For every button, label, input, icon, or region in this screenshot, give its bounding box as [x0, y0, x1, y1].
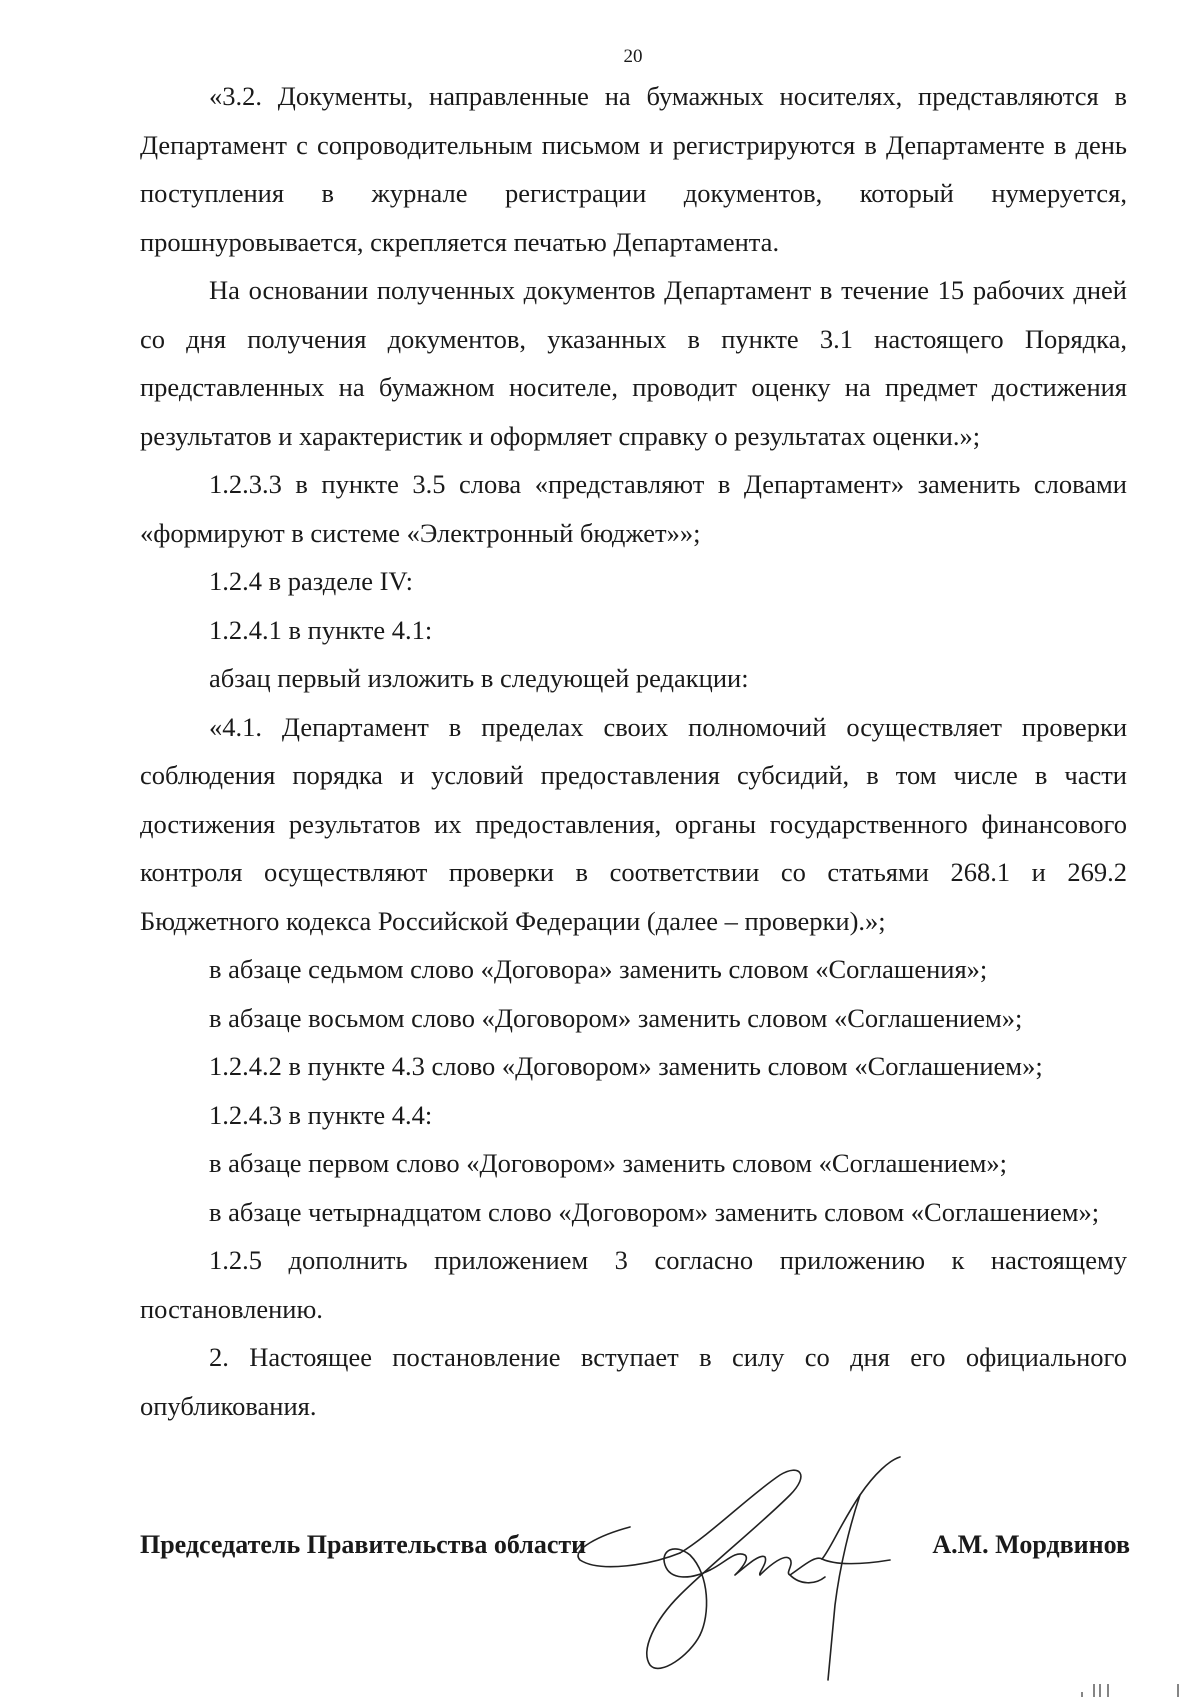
paragraph-fourteenth-abzats: в абзаце четырнадцатом слово «Договором» заменить словом «Соглашением»; [209, 1196, 1100, 1227]
paragraph-4-1: «4.1. Департамент в пределах своих полномочий осуществляет проверки соблюдения порядка и условий предоставления субсидий, в том числе в части достижения результатов их предоставления, органы государственного финансового контроля осуществляют проверки в соответствии со статьями 268.1 и 269.2 Бюджетного кодекса Российской Федерации (далее – проверки).»; [140, 711, 1127, 936]
paragraph-3-2: «3.2. Документы, направленные на бумажных носителях, представляются в Департамент с сопроводительным письмом и регистрируются в Департаменте в день поступления в журнале регистрации документов, который нумеруется, прошнуровывается, скрепляется печатью Департамента. [140, 81, 1127, 257]
page-number: 20 [623, 46, 643, 67]
paragraph-1-2-4-1: 1.2.4.1 в пункте 4.1: [209, 614, 433, 645]
paragraph-1-2-5: 1.2.5 дополнить приложением 3 согласно приложению к настоящему постановлению. [140, 1245, 1127, 1324]
paragraph-1-2-4: 1.2.4 в разделе IV: [209, 566, 413, 596]
paragraph-first-abzats: абзац первый изложить в следующей редакции: [209, 663, 749, 693]
paragraph-seventh-abzats: в абзаце седьмом слово «Договора» заменить словом «Соглашения»; [209, 954, 988, 984]
paragraph-2-effective: 2. Настоящее постановление вступает в силу со дня его официального опубликования. [140, 1342, 1127, 1421]
signer-name: А.М. Мордвинов [932, 1530, 1130, 1559]
signer-position: Председатель Правительства области [140, 1530, 587, 1559]
paragraph-1-2-4-3: 1.2.4.3 в пункте 4.4: [209, 1099, 433, 1130]
paragraph-eighth-abzats: в абзаце восьмом слово «Договором» заменить словом «Соглашением»; [209, 1002, 1023, 1033]
paragraph-1-2-3-3: 1.2.3.3 в пункте 3.5 слова «представляют в Департамент» заменить словами «формируют в системе «Электронный бюджет»»; [140, 469, 1127, 548]
paragraph-assessment: На основании полученных документов Департамент в течение 15 рабочих дней со дня получения документов, указанных в пункте 3.1 настоящего Порядка, представленных на бумажном носителе, проводит оценку на предмет достижения результатов и характеристик и оформляет справку о результатах оценки.»; [140, 275, 1127, 451]
handwritten-signature-icon [560, 1455, 940, 1685]
document-body [140, 72, 1127, 1430]
paragraph-first-abzats-4-4: в абзаце первом слово «Договором» заменить словом «Соглашением»; [209, 1148, 1008, 1178]
paragraph-1-2-4-2: 1.2.4.2 в пункте 4.3 слово «Договором» заменить словом «Соглашением»; [209, 1051, 1043, 1081]
scan-artifacts-icon [1080, 1682, 1190, 1697]
